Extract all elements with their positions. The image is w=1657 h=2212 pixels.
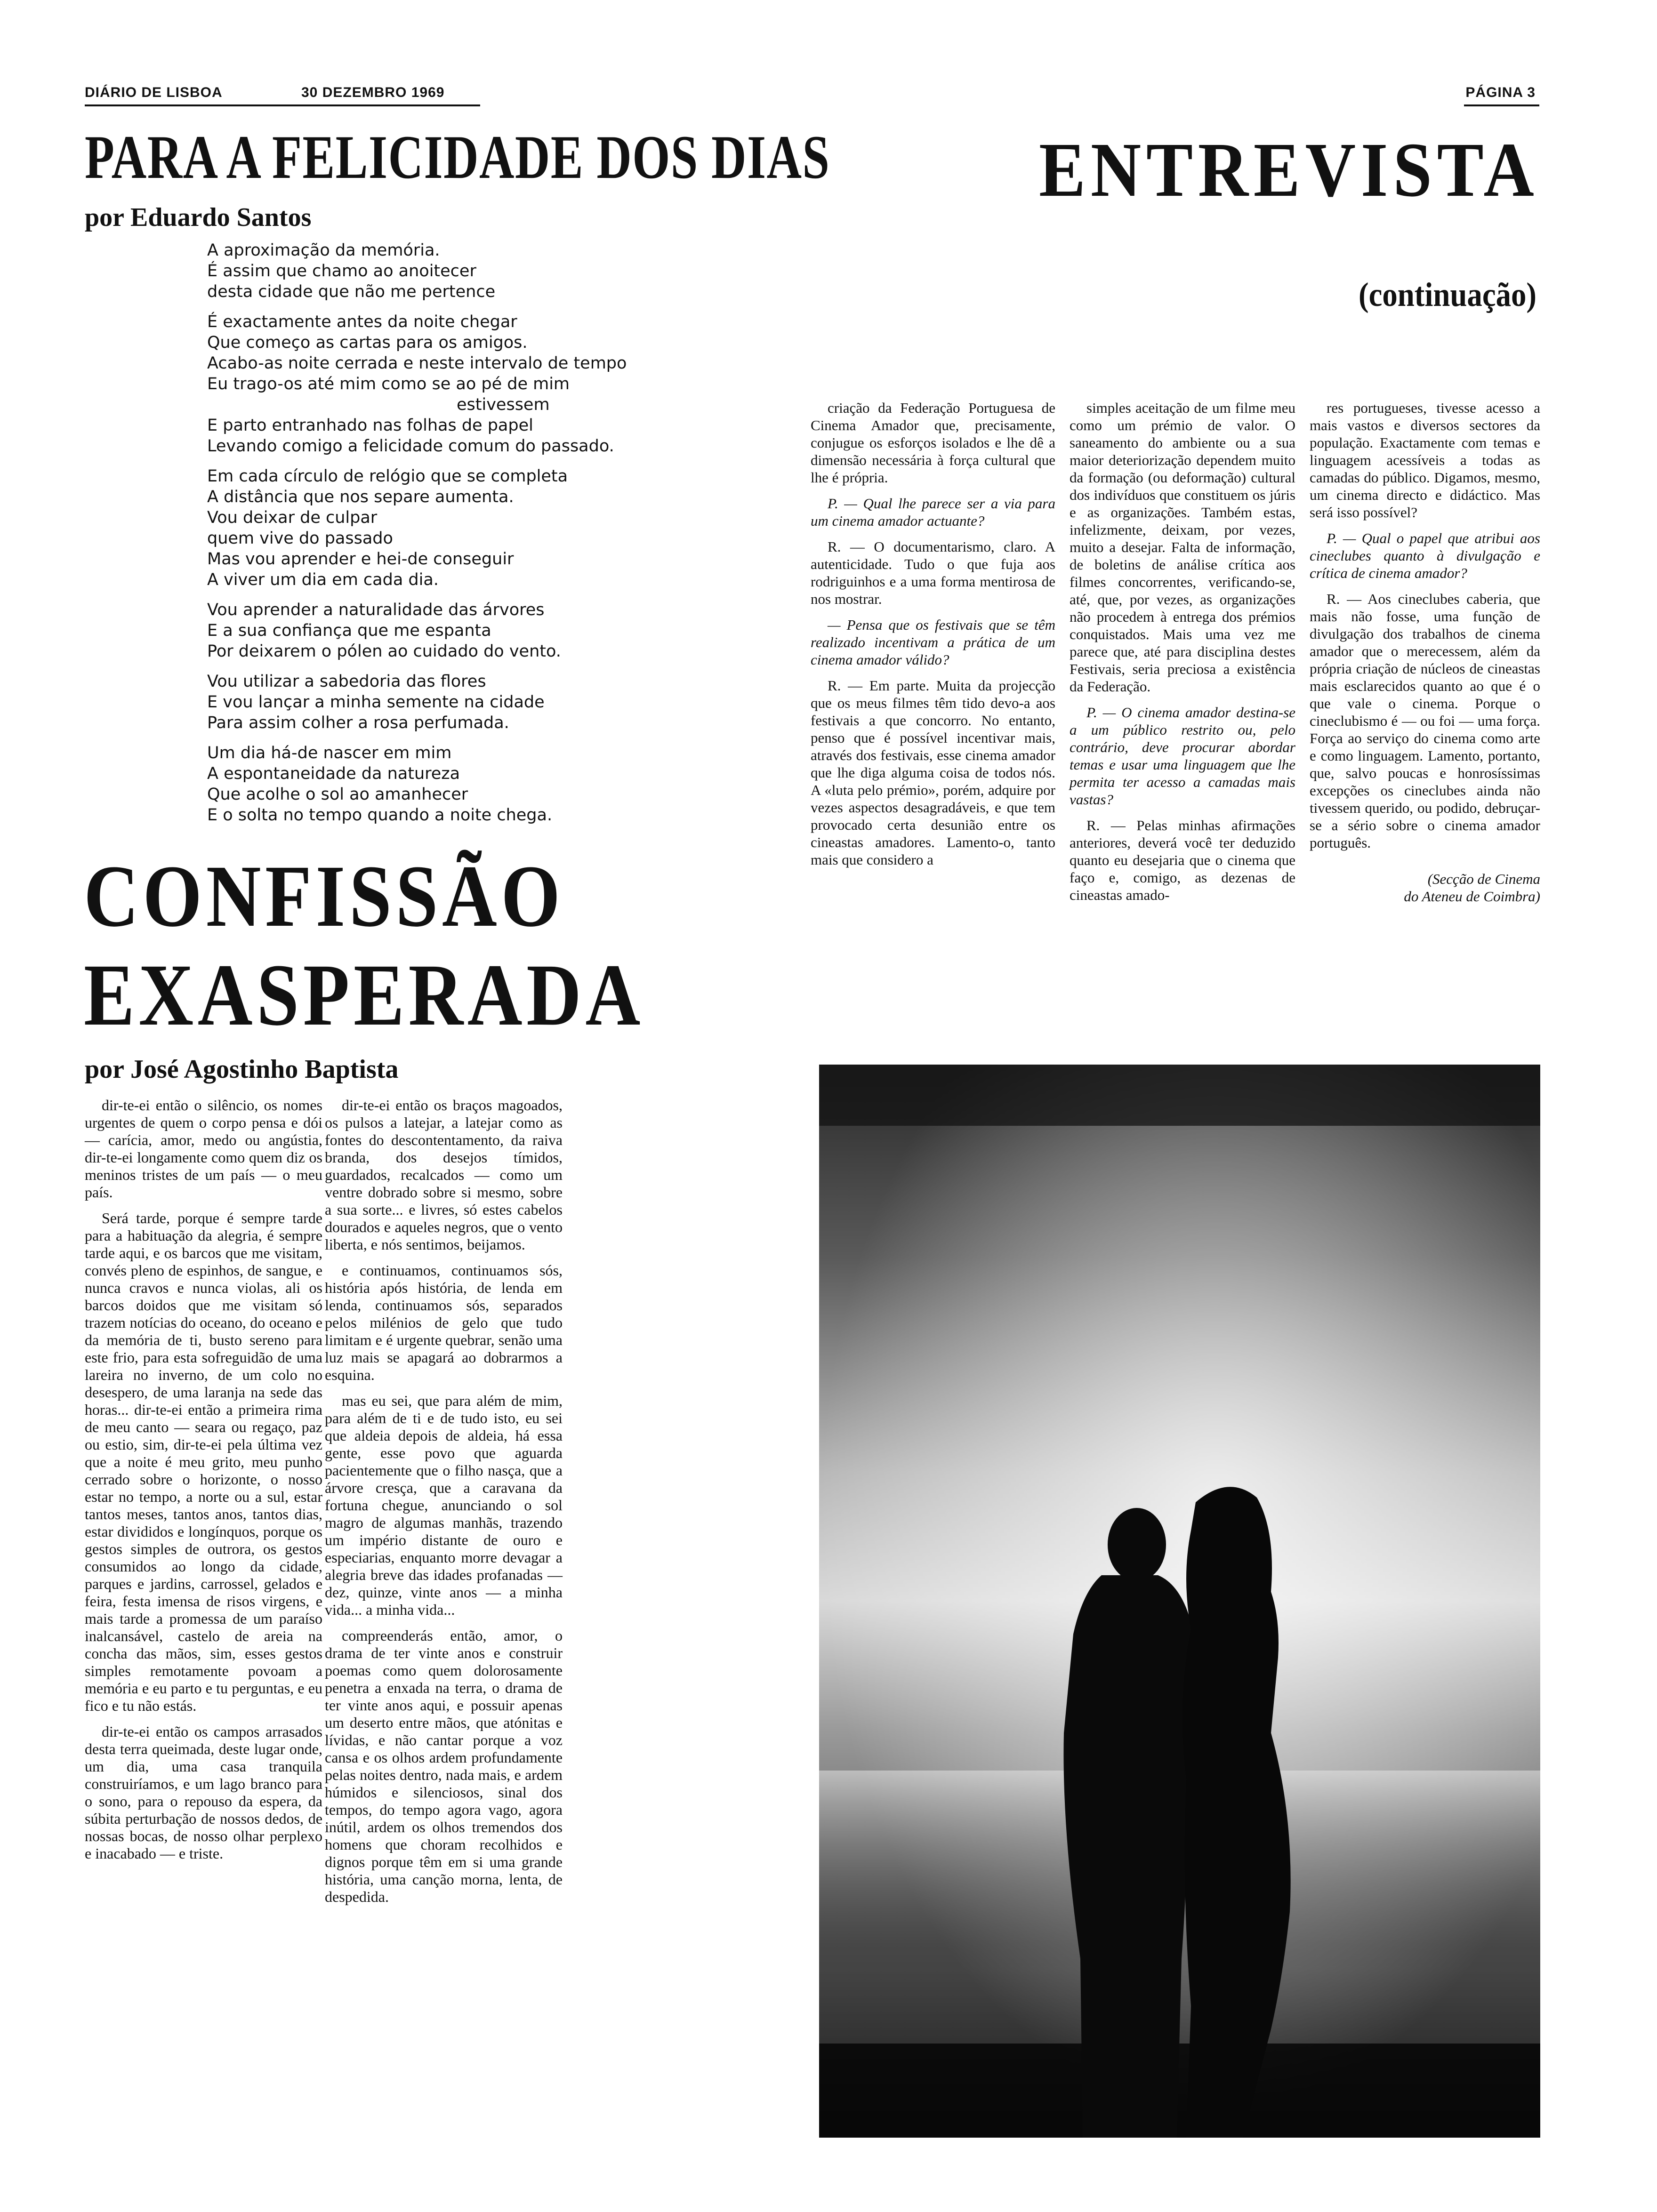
interview-question: — Pensa que os festivais que se têm realizado incentivam a prática de um cinema amador válido? xyxy=(811,617,1055,668)
poem-line: É exactamente antes da noite chegar xyxy=(207,313,517,331)
confissao-column-1 xyxy=(85,1097,322,1871)
page-number: PÁGINA 3 xyxy=(1465,85,1536,100)
paragraph: mas eu sei, que para além de mim, para além de ti e de tudo isto, eu sei que aldeia depois de aldeia, há essa gente, esse povo que aguarda pacientemente que o filho nasça, que a árvore cresça, que a caravana da fortuna chegue, anunciando o sol magro de algumas manhãs, trazendo um império distante de ouro e especiarias, enquanto morre devagar a alegria breve das idades profanadas — dez, quinze, vinte anos — a minha vida... a minha vida... xyxy=(325,1392,563,1618)
poem-line: Para assim colher a rosa perfumada. xyxy=(207,713,509,732)
paragraph: compreenderás então, amor, o drama de ter vinte anos e construir poemas como quem dolorosamente penetra a enxada na terra, o drama de ter vinte anos aqui, e possuir apenas um deserto entre mãos, que atónitas e lívidas, e não cantar porque a voz cansa e os olhos ardem profundamente pelas noites dentro, nada mais, e ardem húmidos e silenciosos, sinal dos tempos, do tempo agora vago, agora inútil, ardem os olhos tremendos dos homens que choram recolhidos e dignos porque têm em si uma grande história, uma canção morna, lenta, de despedida. xyxy=(325,1627,563,1905)
interview-question: P. — Qual lhe parece ser a via para um cinema amador actuante? xyxy=(811,495,1055,529)
interview-title: ENTREVISTA xyxy=(1039,127,1539,213)
poem-stanza xyxy=(207,743,711,825)
poem-line: Vou utilizar a sabedoria das flores xyxy=(207,672,486,691)
paragraph: criação da Federação Portuguesa de Cinema Amador que, precisamente, conjugue os esforços isolados e lhe dê a dimensão necessária à força cultural que lhe é própria. xyxy=(811,400,1055,486)
poem-line: Levando comigo a felicidade comum do passado. xyxy=(207,437,614,456)
poem-line: Um dia há-de nascer em mim xyxy=(207,744,452,762)
interview-column-2 xyxy=(1070,399,1295,912)
newspaper-name: DIÁRIO DE LISBOA xyxy=(85,85,223,100)
photograph-couple-silhouette xyxy=(819,1065,1540,2138)
photo-image xyxy=(819,1065,1540,2138)
paragraph: R. — O documentarismo, claro. A autenticidade. Tudo o que fuja aos rodriguinhos e a uma forma mentirosa de nos mostrar. xyxy=(811,538,1055,607)
poem-byline: por Eduardo Santos xyxy=(85,203,312,232)
interview-credit-line-1: (Secção de Cinema xyxy=(1427,871,1540,887)
confissao-title-line-2: EXASPERADA xyxy=(84,946,644,1044)
paragraph: R. — Pelas minhas afirmações anteriores, deverá você ter deduzido quanto eu desejaria que o cinema que faço e, comigo, as dezenas de cineastas amado- xyxy=(1070,817,1295,903)
poem-line: É assim que chamo ao anoitecer xyxy=(207,262,476,281)
poem-line: A viver um dia em cada dia. xyxy=(207,570,439,589)
poem-stanza xyxy=(207,466,711,590)
man-silhouette xyxy=(1063,1508,1196,2138)
masthead-rule-right xyxy=(1464,104,1539,106)
interview-credit xyxy=(1310,870,1540,905)
poem-body xyxy=(207,240,711,835)
poem-line: Vou deixar de culpar xyxy=(207,508,378,527)
poem-line: Mas vou aprender e hei-de conseguir xyxy=(207,550,514,569)
interview-column-1 xyxy=(811,399,1055,877)
photo-bottom-shadow xyxy=(819,2044,1540,2138)
poem-line: Eu trago-os até mim como se ao pé de mim xyxy=(207,375,570,393)
poem-line: Vou aprender a naturalidade das árvores xyxy=(207,601,545,619)
photo-top-shadow xyxy=(819,1065,1540,1126)
poem-title: PARA A FELICIDADE DOS DIAS xyxy=(85,122,830,192)
interview-subtitle: (continuação) xyxy=(1359,276,1536,313)
poem-stanza xyxy=(207,240,711,302)
poem-line: A espontaneidade da natureza xyxy=(207,764,460,783)
poem-line: A distância que nos separe aumenta. xyxy=(207,488,514,506)
poem-line: Que começo as cartas para os amigos. xyxy=(207,333,528,352)
paragraph: R. — Aos cineclubes caberia, que mais não fosse, uma função de divulgação dos trabalhos de cinema amador que o merecessem, além da própria criação de núcleos de cineastas mais esclarecidos quanto ao que é o que vale o cinema. Porque o cineclubismo é — ou foi — uma força. Força ao serviço do cinema como arte e como linguagem. Lamento, portanto, que, salvo poucas e honrosíssimas excepções os cineclubes ainda não tivessem querido, ou podido, debruçar-se a sério sobre o cinema amador português. xyxy=(1310,591,1540,851)
poem-stanza xyxy=(207,312,711,457)
confissao-byline: por José Agostinho Baptista xyxy=(85,1055,399,1084)
paragraph: dir-te-ei então os campos arrasados desta terra queimada, deste lugar onde, um dia, uma casa tranquila construiríamos, e um lago branco para o sono, para o repouso da espera, da súbita perturbação de nossos dedos, de nossas bocas, de nosso olhar perplexo e inacabado — e triste. xyxy=(85,1723,322,1862)
confissao-title-line-1: CONFISSÃO xyxy=(84,847,564,945)
poem-line: Por deixarem o pólen ao cuidado do vento. xyxy=(207,642,561,661)
poem-stanza xyxy=(207,671,711,733)
poem-line: desta cidade que não me pertence xyxy=(207,282,496,301)
poem-line: E vou lançar a minha semente na cidade xyxy=(207,693,545,712)
interview-credit-line-2: do Ateneu de Coimbra) xyxy=(1404,888,1540,905)
paragraph: R. — Em parte. Muita da projecção que os meus filmes têm tido devo-a aos festivais a que concorro. No entanto, penso que é possível incentivar mais, através dos festivais, esse cinema amador que lhe diga alguma coisa de todos nós. A «luta pelo prémio», porém, adquire por vezes aspectos desagradáveis, e que tem provocado certa desunião entre os cineastas amadores. Lamento-o, tanto mais que considero a xyxy=(811,677,1055,868)
poem-line: Que acolhe o sol ao amanhecer xyxy=(207,785,468,804)
poem-line: A aproximação da memória. xyxy=(207,241,440,260)
poem-line: Em cada círculo de relógio que se completa xyxy=(207,467,568,486)
paragraph: dir-te-ei então os braços magoados, os pulsos a latejar, a latejar como as fontes do descontentamento, da raiva branda, dos desejos tímidos, guardados, recalcados — como um ventre dobrado sobre si mesmo, sobre a sua sorte... e livres, só estes cabelos dourados e aqueles negros, que o vento liberta, e nós sentimos, beijamos. xyxy=(325,1097,563,1253)
confissao-column-2 xyxy=(325,1097,563,1914)
poem-line: E o solta no tempo quando a noite chega. xyxy=(207,806,553,825)
issue-date: 30 DEZEMBRO 1969 xyxy=(301,85,445,100)
poem-line: estivessem xyxy=(457,395,550,414)
interview-column-3 xyxy=(1310,399,1540,905)
poem-line: Acabo-as noite cerrada e neste intervalo de tempo xyxy=(207,354,627,373)
paragraph: Será tarde, porque é sempre tarde para a habituação da alegria, é sempre tarde aqui, e os barcos que me visitam, convés pleno de espinhos, de sangue, e nunca cravos e nunca violas, ali os barcos doidos que me visitam só trazem notícias do oceano, do oceano e da memória de ti, busto sereno para este frio, para esta sofreguidão de uma lareira no inverno, de um colo no desespero, de uma laranja na sede das horas... dir-te-ei então a primeira rima de meu canto — seara ou regaço, paz ou estio, sim, dir-te-ei pela última vez que a noite é meu grito, meu punho cerrado sobre o horizonte, o nosso estar no tempo, a norte ou a sul, estar tantos meses, tantos anos, tantos dias, estar divididos e longínquos, porque os gestos simples de outrora, os gestos consumidos ao longo da cidade, parques e jardins, carrossel, gelados e feira, festa imensa de risos virgens, e mais tarde a promessa de um paraíso inalcansável, castelo de areia na concha das mãos, sim, esses gestos simples remotamente povoam a memória e eu parto e tu perguntas, e eu fico e tu não estás. xyxy=(85,1210,322,1714)
masthead-rule-left xyxy=(85,104,480,106)
poem-line: E parto entranhado nas folhas de papel xyxy=(207,416,533,435)
paragraph: e continuamos, continuamos sós, história após história, de lenda em lenda, continuamos sós, separados pelos milénios de gelo que tudo limitam e é urgente quebrar, senão uma luz mais se apagará ao dobrarmos a esquina. xyxy=(325,1262,563,1383)
paragraph: simples aceitação de um filme meu como um prémio de valor. O saneamento do ambiente ou a sua maior deteriorização dependem muito da formação (ou deformação) cultural dos indivíduos que constituem os júris e as organizações. Também estas, infelizmente, deixam, por vezes, muito a desejar. Falta de informação, de boletins de análise crítica aos filmes concorrentes, verificando-se, até, que, por vezes, as organizações não procedem à entrega dos prémios conquistados. Mais uma vez me parece que, até para disciplina destes Festivais, seria preciosa a existência da Federação. xyxy=(1070,400,1295,695)
poem-line: E a sua confiança que me espanta xyxy=(207,621,491,640)
paragraph: res portugueses, tivesse acesso a mais vastos e diversos sectores da população. Exactamente com temas e linguagem acessíveis a todas as camadas do público. Digamos, mesmo, um cinema directo e didáctico. Mas será isso possível? xyxy=(1310,400,1540,521)
interview-question: P. — O cinema amador destina-se a um público restrito ou, pelo contrário, deve procurar abordar temas e usar uma linguagem que lhe permita ter acesso a camadas mais vastas? xyxy=(1070,704,1295,808)
interview-question: P. — Qual o papel que atribui aos cineclubes quanto à divulgação e crítica de cinema amador? xyxy=(1310,530,1540,581)
paragraph: dir-te-ei então o silêncio, os nomes urgentes de quem o corpo pensa e dói — carícia, amor, medo ou angústia, dir-te-ei longamente como quem diz os meninos tristes de um país — o meu país. xyxy=(85,1097,322,1201)
poem-stanza xyxy=(207,600,711,662)
poem-line: quem vive do passado xyxy=(207,529,393,548)
